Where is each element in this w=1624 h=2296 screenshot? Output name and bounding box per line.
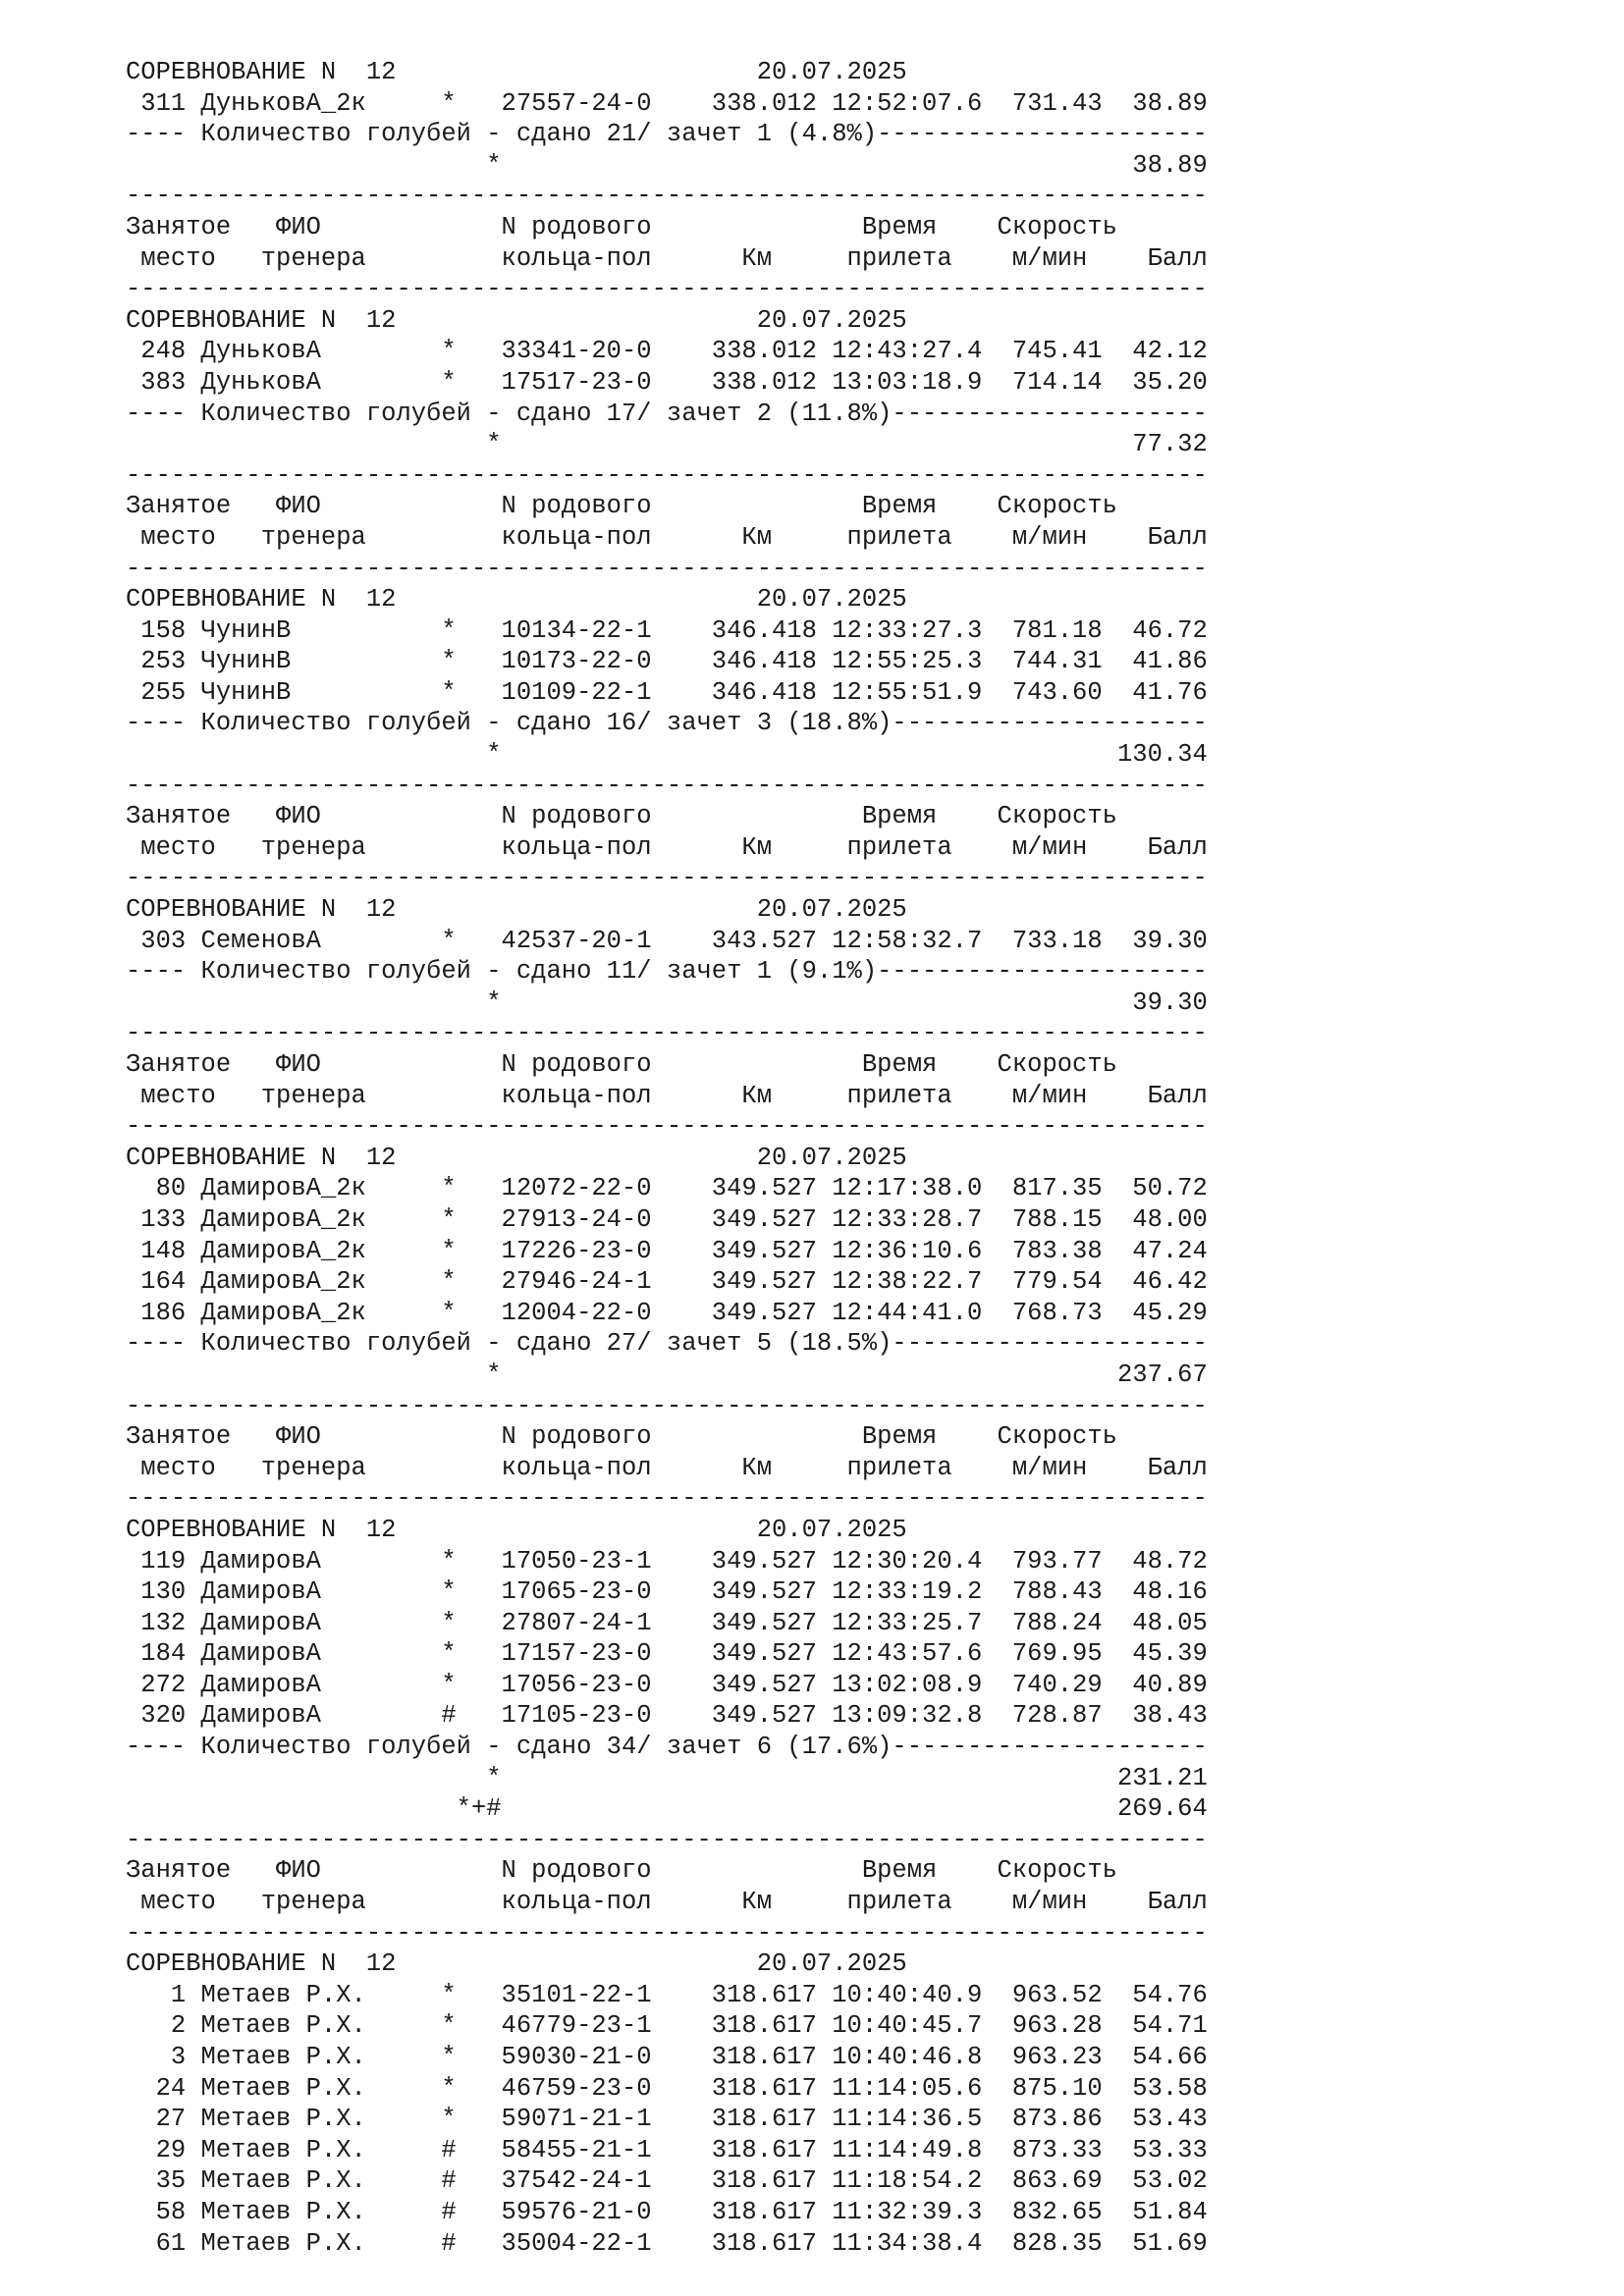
competition-header: СОРЕВНОВАНИЕ N 12 20.07.2025 — [126, 1949, 907, 1979]
result-row: 255 ЧунинВ * 10109-22-1 346.418 12:55:51.9 743.60 41.76 — [126, 677, 1208, 707]
result-row: 272 ДамировА * 17056-23-0 349.527 13:02:08.9 740.29 40.89 — [126, 1670, 1208, 1699]
result-row: 133 ДамировА_2к * 27913-24-0 349.527 12:33:28.7 788.15 48.00 — [126, 1204, 1208, 1234]
points-total: * 130.34 — [126, 740, 1208, 770]
pigeon-count-summary: ------------------------------------------------------------------------ — [126, 1484, 1208, 1514]
pigeon-count-summary: ------------------------------------------------------------------------ — [126, 864, 1208, 893]
pigeon-count-summary: ------------------------------------------------------------------------ — [126, 1825, 1208, 1854]
column-header: Занятое ФИО N родового Время Скорость — [126, 802, 1117, 831]
points-total: * 38.89 — [126, 150, 1208, 180]
competition-header: СОРЕВНОВАНИЕ N 12 20.07.2025 — [126, 1515, 907, 1544]
competition-header: СОРЕВНОВАНИЕ N 12 20.07.2025 — [126, 58, 907, 86]
points-total: * 237.67 — [126, 1360, 1208, 1389]
result-row: 3 Метаев Р.Х. * 59030-21-0 318.617 10:40:46.8 963.23 54.66 — [126, 2043, 1208, 2071]
result-row: 58 Метаев Р.Х. # 59576-21-0 318.617 11:32:39.3 832.65 51.84 — [126, 2197, 1208, 2226]
column-header: место тренера кольца-пол Км прилета м/мин Балл — [126, 522, 1208, 552]
column-header: место тренера кольца-пол Км прилета м/мин Балл — [126, 832, 1208, 862]
column-header: место тренера кольца-пол Км прилета м/мин Балл — [126, 243, 1208, 273]
pigeon-count-summary: ---- Количество голубей - сдано 16/ зачет 3 (18.8%)--------------------- — [126, 709, 1208, 738]
column-header: Занятое ФИО N родового Время Скорость — [126, 1422, 1117, 1452]
result-row: 80 ДамировА_2к * 12072-22-0 349.527 12:17:38.0 817.35 50.72 — [126, 1174, 1208, 1203]
pigeon-count-summary: ------------------------------------------------------------------------ — [126, 182, 1208, 211]
result-row: 164 ДамировА_2к * 27946-24-1 349.527 12:38:22.7 779.54 46.42 — [126, 1267, 1208, 1297]
result-row: 27 Метаев Р.Х. * 59071-21-1 318.617 11:14:36.5 873.86 53.43 — [126, 2105, 1208, 2134]
result-row: 1 Метаев Р.Х. * 35101-22-1 318.617 10:40:40.9 963.52 54.76 — [126, 1980, 1208, 2009]
pigeon-count-summary: ------------------------------------------------------------------------ — [126, 554, 1208, 583]
column-header: Занятое ФИО N родового Время Скорость — [126, 1050, 1117, 1079]
points-total: *+# 269.64 — [126, 1794, 1208, 1824]
result-row: 320 ДамировА # 17105-23-0 349.527 13:09:32.8 728.87 38.43 — [126, 1701, 1208, 1731]
column-header: Занятое ФИО N родового Время Скорость — [126, 212, 1117, 241]
result-row: 132 ДамировА * 27807-24-1 349.527 12:33:25.7 788.24 48.05 — [126, 1608, 1208, 1637]
pigeon-count-summary: ------------------------------------------------------------------------ — [126, 275, 1208, 304]
pigeon-count-summary: ------------------------------------------------------------------------ — [126, 1391, 1208, 1420]
pigeon-count-summary: ---- Количество голубей - сдано 11/ зачет 1 (9.1%)---------------------- — [126, 957, 1208, 987]
column-header: Занятое ФИО N родового Время Скорость — [126, 492, 1117, 521]
pigeon-count-summary: ------------------------------------------------------------------------ — [126, 1019, 1208, 1048]
competition-header: СОРЕВНОВАНИЕ N 12 20.07.2025 — [126, 305, 907, 335]
result-row: 311 ДуньковА_2к * 27557-24-0 338.012 12:52:07.6 731.43 38.89 — [126, 88, 1208, 118]
pigeon-count-summary: ------------------------------------------------------------------------ — [126, 1112, 1208, 1142]
pigeon-count-summary: ---- Количество голубей - сдано 21/ зачет 1 (4.8%)---------------------- — [126, 120, 1208, 149]
pigeon-count-summary: ---- Количество голубей - сдано 17/ зачет 2 (11.8%)--------------------- — [126, 399, 1208, 428]
points-total: * 231.21 — [126, 1763, 1208, 1792]
result-row: 24 Метаев Р.Х. * 46759-23-0 318.617 11:14:05.6 875.10 53.58 — [126, 2073, 1208, 2103]
points-total: * 39.30 — [126, 988, 1208, 1017]
column-header: Занятое ФИО N родового Время Скорость — [126, 1856, 1117, 1886]
result-row: 158 ЧунинВ * 10134-22-1 346.418 12:33:27.3 781.18 46.72 — [126, 615, 1208, 645]
result-row: 2 Метаев Р.Х. * 46779-23-1 318.617 10:40:45.7 963.28 54.71 — [126, 2011, 1208, 2041]
points-total: * 77.32 — [126, 430, 1208, 459]
result-row: 119 ДамировА * 17050-23-1 349.527 12:30:20.4 793.77 48.72 — [126, 1546, 1208, 1575]
pigeon-count-summary: ---- Количество голубей - сдано 27/ зачет 5 (18.5%)--------------------- — [126, 1329, 1208, 1359]
column-header: место тренера кольца-пол Км прилета м/мин Балл — [126, 1081, 1208, 1110]
pigeon-count-summary: ---- Количество голубей - сдано 34/ зачет 6 (17.6%)--------------------- — [126, 1733, 1208, 1762]
pigeon-count-summary: ------------------------------------------------------------------------ — [126, 1918, 1208, 1948]
pigeon-count-summary: ------------------------------------------------------------------------ — [126, 771, 1208, 800]
result-row: 253 ЧунинВ * 10173-22-0 346.418 12:55:25.3 744.31 41.86 — [126, 647, 1208, 676]
result-row: 148 ДамировА_2к * 17226-23-0 349.527 12:36:10.6 783.38 47.24 — [126, 1236, 1208, 1265]
competition-header: СОРЕВНОВАНИЕ N 12 20.07.2025 — [126, 1143, 907, 1172]
column-header: место тренера кольца-пол Км прилета м/мин Балл — [126, 1453, 1208, 1482]
result-row: 186 ДамировА_2к * 12004-22-0 349.527 12:44:41.0 768.73 45.29 — [126, 1298, 1208, 1327]
result-row: 35 Метаев Р.Х. # 37542-24-1 318.617 11:18:54.2 863.69 53.02 — [126, 2166, 1208, 2196]
result-row: 61 Метаев Р.Х. # 35004-22-1 318.617 11:34:38.4 828.35 51.69 — [126, 2228, 1208, 2258]
result-row: 248 ДуньковА * 33341-20-0 338.012 12:43:27.4 745.41 42.12 — [126, 337, 1208, 366]
result-row: 383 ДуньковА * 17517-23-0 338.012 13:03:18.9 714.14 35.20 — [126, 367, 1208, 397]
pigeon-count-summary: ------------------------------------------------------------------------ — [126, 460, 1208, 490]
result-row: 184 ДамировА * 17157-23-0 349.527 12:43:57.6 769.95 45.39 — [126, 1639, 1208, 1669]
results-printout — [126, 57, 1208, 2259]
column-header: место тренера кольца-пол Км прилета м/мин Балл — [126, 1888, 1208, 1917]
result-row: 130 ДамировА * 17065-23-0 349.527 12:33:19.2 788.43 48.16 — [126, 1577, 1208, 1607]
competition-header: СОРЕВНОВАНИЕ N 12 20.07.2025 — [126, 585, 907, 614]
result-row: 29 Метаев Р.Х. # 58455-21-1 318.617 11:14:49.8 873.33 53.33 — [126, 2135, 1208, 2164]
result-row: 303 СеменовА * 42537-20-1 343.527 12:58:32.7 733.18 39.30 — [126, 926, 1208, 955]
competition-header: СОРЕВНОВАНИЕ N 12 20.07.2025 — [126, 895, 907, 925]
